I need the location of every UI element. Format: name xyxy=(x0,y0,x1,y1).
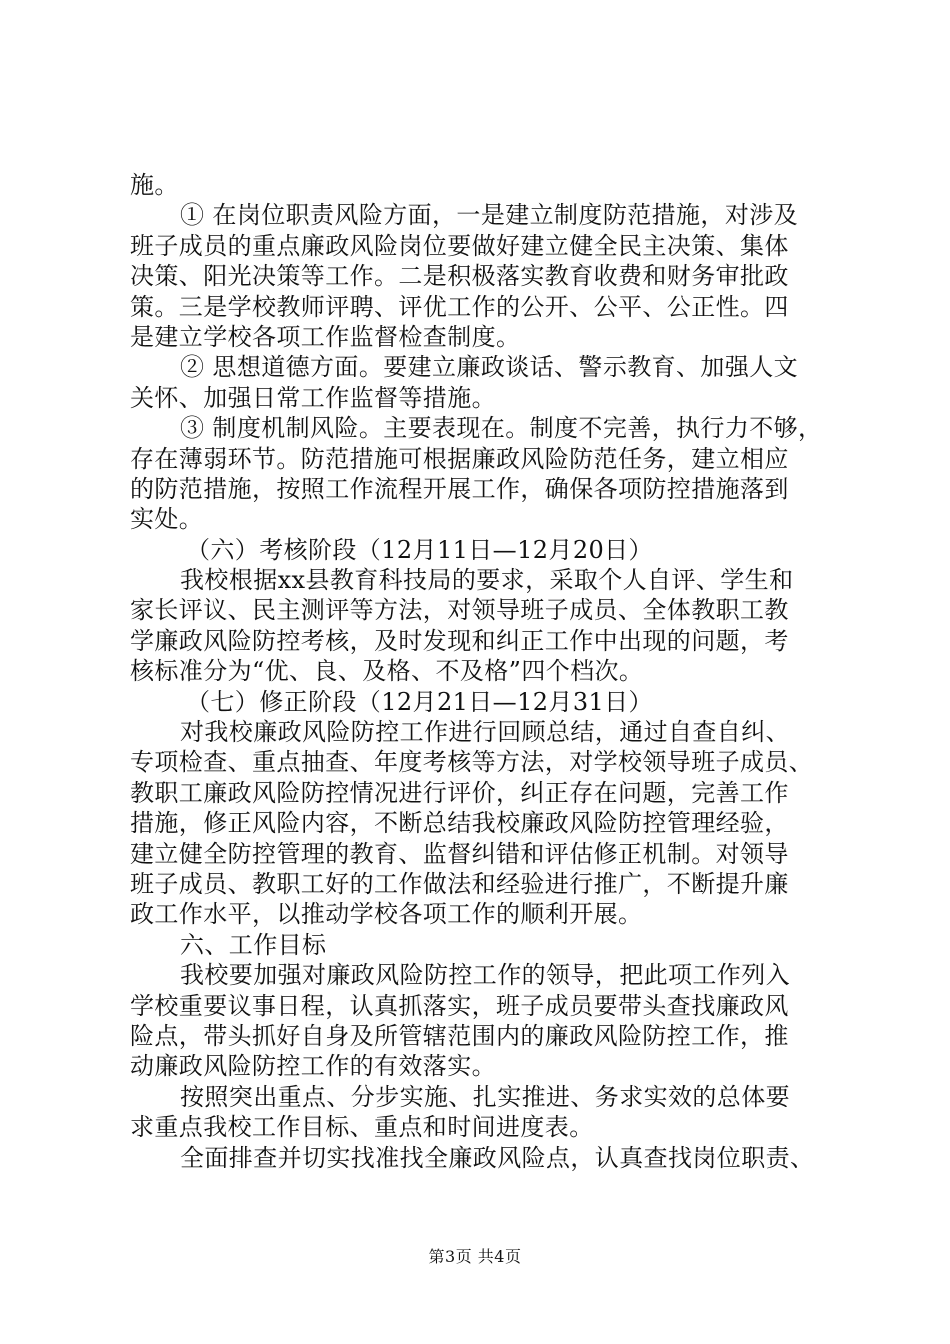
text-line: （六）考核阶段（12月11日—12月20日） xyxy=(186,535,653,564)
text-line: 动廉政风险防控工作的有效落实。 xyxy=(130,1052,496,1081)
text-line: 求重点我校工作目标、重点和时间进度表。 xyxy=(130,1113,594,1142)
text-line: 建立健全防控管理的教育、监督纠错和评估修正机制。对领导 xyxy=(130,839,789,868)
text-line: 措施，修正风险内容，不断总结我校廉政风险防控管理经验， xyxy=(130,809,789,838)
text-line: 教职工廉政风险防控情况进行评价，纠正存在问题，完善工作 xyxy=(130,778,789,807)
text-line: （七）修正阶段（12月21日—12月31日） xyxy=(186,687,653,716)
text-line: 关怀、加强日常工作监督等措施。 xyxy=(130,383,496,412)
text-line: 策。三是学校教师评聘、评优工作的公开、公平、公正性。四 xyxy=(130,292,789,321)
text-line: ② 思想道德方面。要建立廉政谈话、警示教育、加强人文 xyxy=(180,353,799,382)
text-line: 对我校廉政风险防控工作进行回顾总结，通过自查自纠、 xyxy=(180,718,790,747)
document-body xyxy=(130,170,830,1173)
page-footer: 第3页 共4页 xyxy=(428,1247,522,1266)
text-line: 核标准分为“优、良、及格、不及格”四个档次。 xyxy=(130,657,644,686)
text-line: 的防范措施，按照工作流程开展工作，确保各项防控措施落到 xyxy=(130,474,789,503)
text-line: 按照突出重点、分步实施、扎实推进、务求实效的总体要 xyxy=(180,1082,790,1111)
text-line: 六、工作目标 xyxy=(180,930,327,959)
text-line: 险点，带头抓好自身及所管辖范围内的廉政风险防控工作，推 xyxy=(130,1021,789,1050)
text-line: 学廉政风险防控考核，及时发现和纠正工作中出现的问题，考 xyxy=(130,626,789,655)
text-line: 专项检查、重点抽查、年度考核等方法，对学校领导班子成员、 xyxy=(130,748,814,777)
text-line: ① 在岗位职责风险方面，一是建立制度防范措施，对涉及 xyxy=(180,201,799,230)
text-line: 班子成员的重点廉政风险岗位要做好建立健全民主决策、集体 xyxy=(130,231,789,260)
text-line: 家长评议、民主测评等方法，对领导班子成员、全体教职工教 xyxy=(130,596,789,625)
text-line: 我校根据xx县教育科技局的要求，采取个人自评、学生和 xyxy=(180,566,794,595)
text-line: 决策、阳光决策等工作。二是积极落实教育收费和财务审批政 xyxy=(130,262,789,291)
text-line: 班子成员、教职工好的工作做法和经验进行推广，不断提升廉 xyxy=(130,869,789,898)
text-line: 学校重要议事日程，认真抓落实，班子成员要带头查找廉政风 xyxy=(130,991,789,1020)
text-line: 政工作水平，以推动学校各项工作的顺利开展。 xyxy=(130,900,643,929)
text-line: 施。 xyxy=(130,171,179,199)
text-line: 是建立学校各项工作监督检查制度。 xyxy=(130,322,521,351)
text-line: 我校要加强对廉政风险防控工作的领导，把此项工作列入 xyxy=(180,961,790,990)
text-line: 存在薄弱环节。防范措施可根据廉政风险防范任务，建立相应 xyxy=(130,444,789,473)
text-line: 实处。 xyxy=(130,505,204,534)
text-line: ③ 制度机制风险。主要表现在。制度不完善，执行力不够， xyxy=(180,414,823,443)
text-line: 全面排查并切实找准找全廉政风险点，认真查找岗位职责、 xyxy=(180,1143,815,1172)
